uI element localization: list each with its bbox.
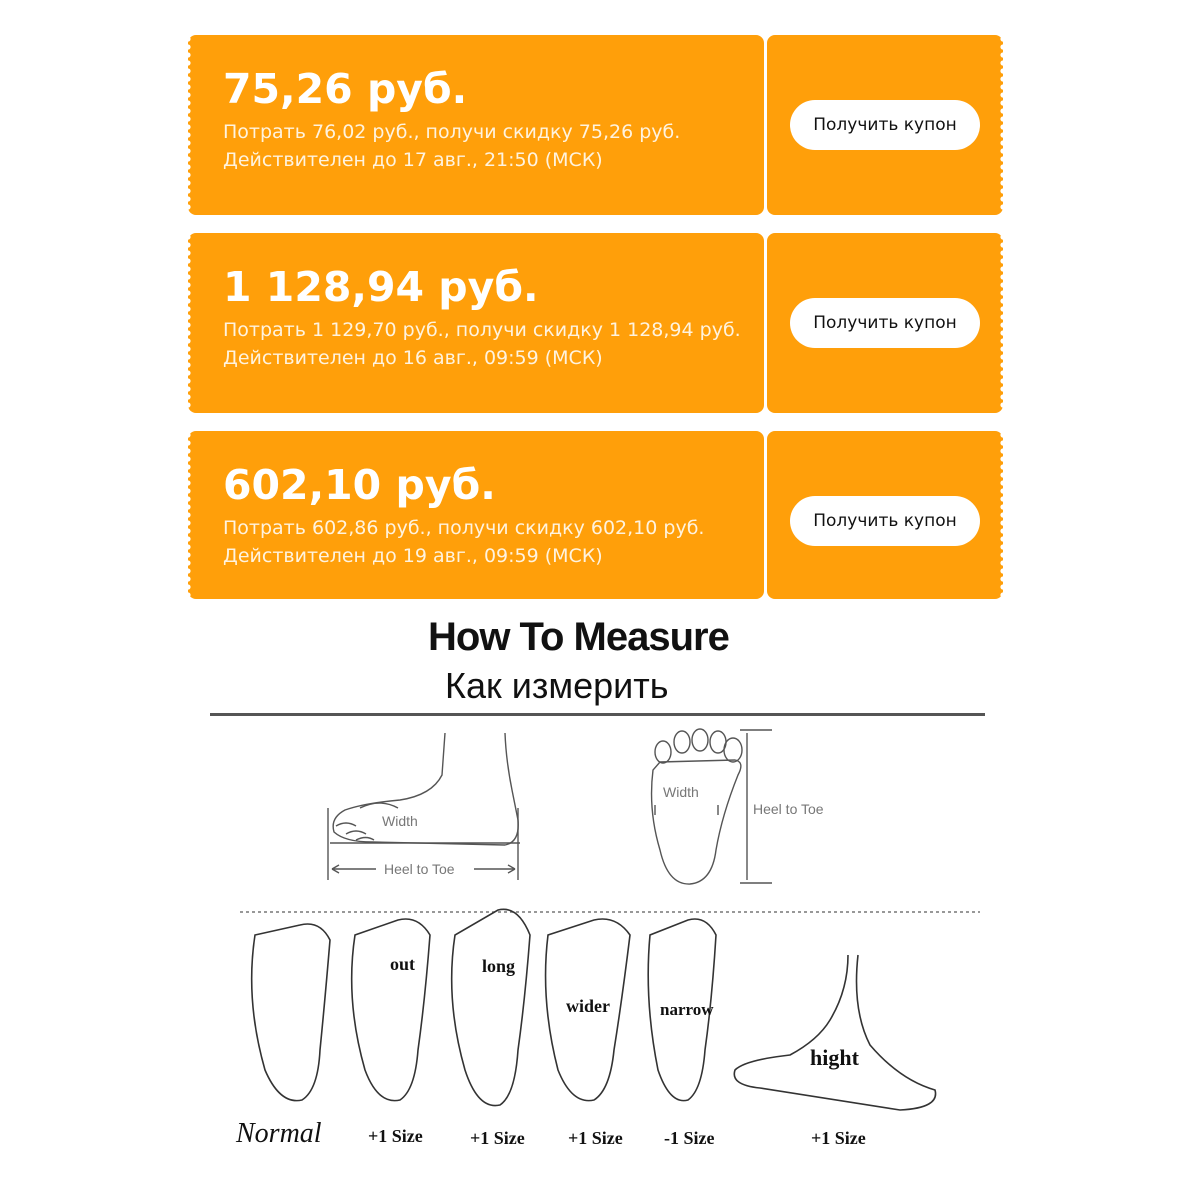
foot-size-narrow: -1 Size	[664, 1128, 715, 1148]
side-width-label: Width	[382, 813, 418, 829]
foot-size-wider: +1 Size	[568, 1128, 623, 1148]
coupon-amount: 75,26 руб.	[223, 65, 468, 113]
sole-width-label: Width	[663, 784, 699, 800]
side-heel-label: Heel to Toe	[384, 861, 455, 877]
foot-type-label-wider: wider	[566, 996, 610, 1016]
sole-heel-label: Heel to Toe	[753, 801, 824, 817]
coupon-amount: 1 128,94 руб.	[223, 263, 539, 311]
measure-title-ru: Как измерить	[445, 665, 669, 706]
coupon-condition: Потрать 76,02 руб., получи скидку 75,26 руб.	[223, 121, 681, 143]
foot-size-hight: +1 Size	[811, 1128, 866, 1148]
foot-type-label-narrow: narrow	[660, 1000, 714, 1019]
coupon-amount: 602,10 руб.	[223, 461, 496, 509]
coupon-condition: Потрать 1 129,70 руб., получи скидку 1 128,94 руб.	[223, 319, 741, 341]
foot-type-label-out: out	[390, 954, 416, 974]
foot-size-out: +1 Size	[368, 1126, 423, 1146]
foot-size-long: +1 Size	[470, 1128, 525, 1148]
get-coupon-button[interactable]: Получить купон	[790, 100, 980, 150]
coupon-validity: Действителен до 17 авг., 21:50 (МСК)	[223, 149, 603, 171]
foot-size-normal: Normal	[236, 1118, 322, 1149]
coupon-validity: Действителен до 19 авг., 09:59 (МСК)	[223, 545, 603, 567]
coupon-validity: Действителен до 16 авг., 09:59 (МСК)	[223, 347, 603, 369]
side-view-foot-icon	[328, 733, 520, 880]
foot-type-label-long: long	[482, 956, 516, 976]
measure-title-en: How To Measure	[428, 615, 729, 659]
coupon-condition: Потрать 602,86 руб., получи скидку 602,10 руб.	[223, 517, 705, 539]
foot-type-label-hight: hight	[810, 1045, 859, 1070]
get-coupon-button[interactable]: Получить купон	[790, 298, 980, 348]
get-coupon-button[interactable]: Получить купон	[790, 496, 980, 546]
